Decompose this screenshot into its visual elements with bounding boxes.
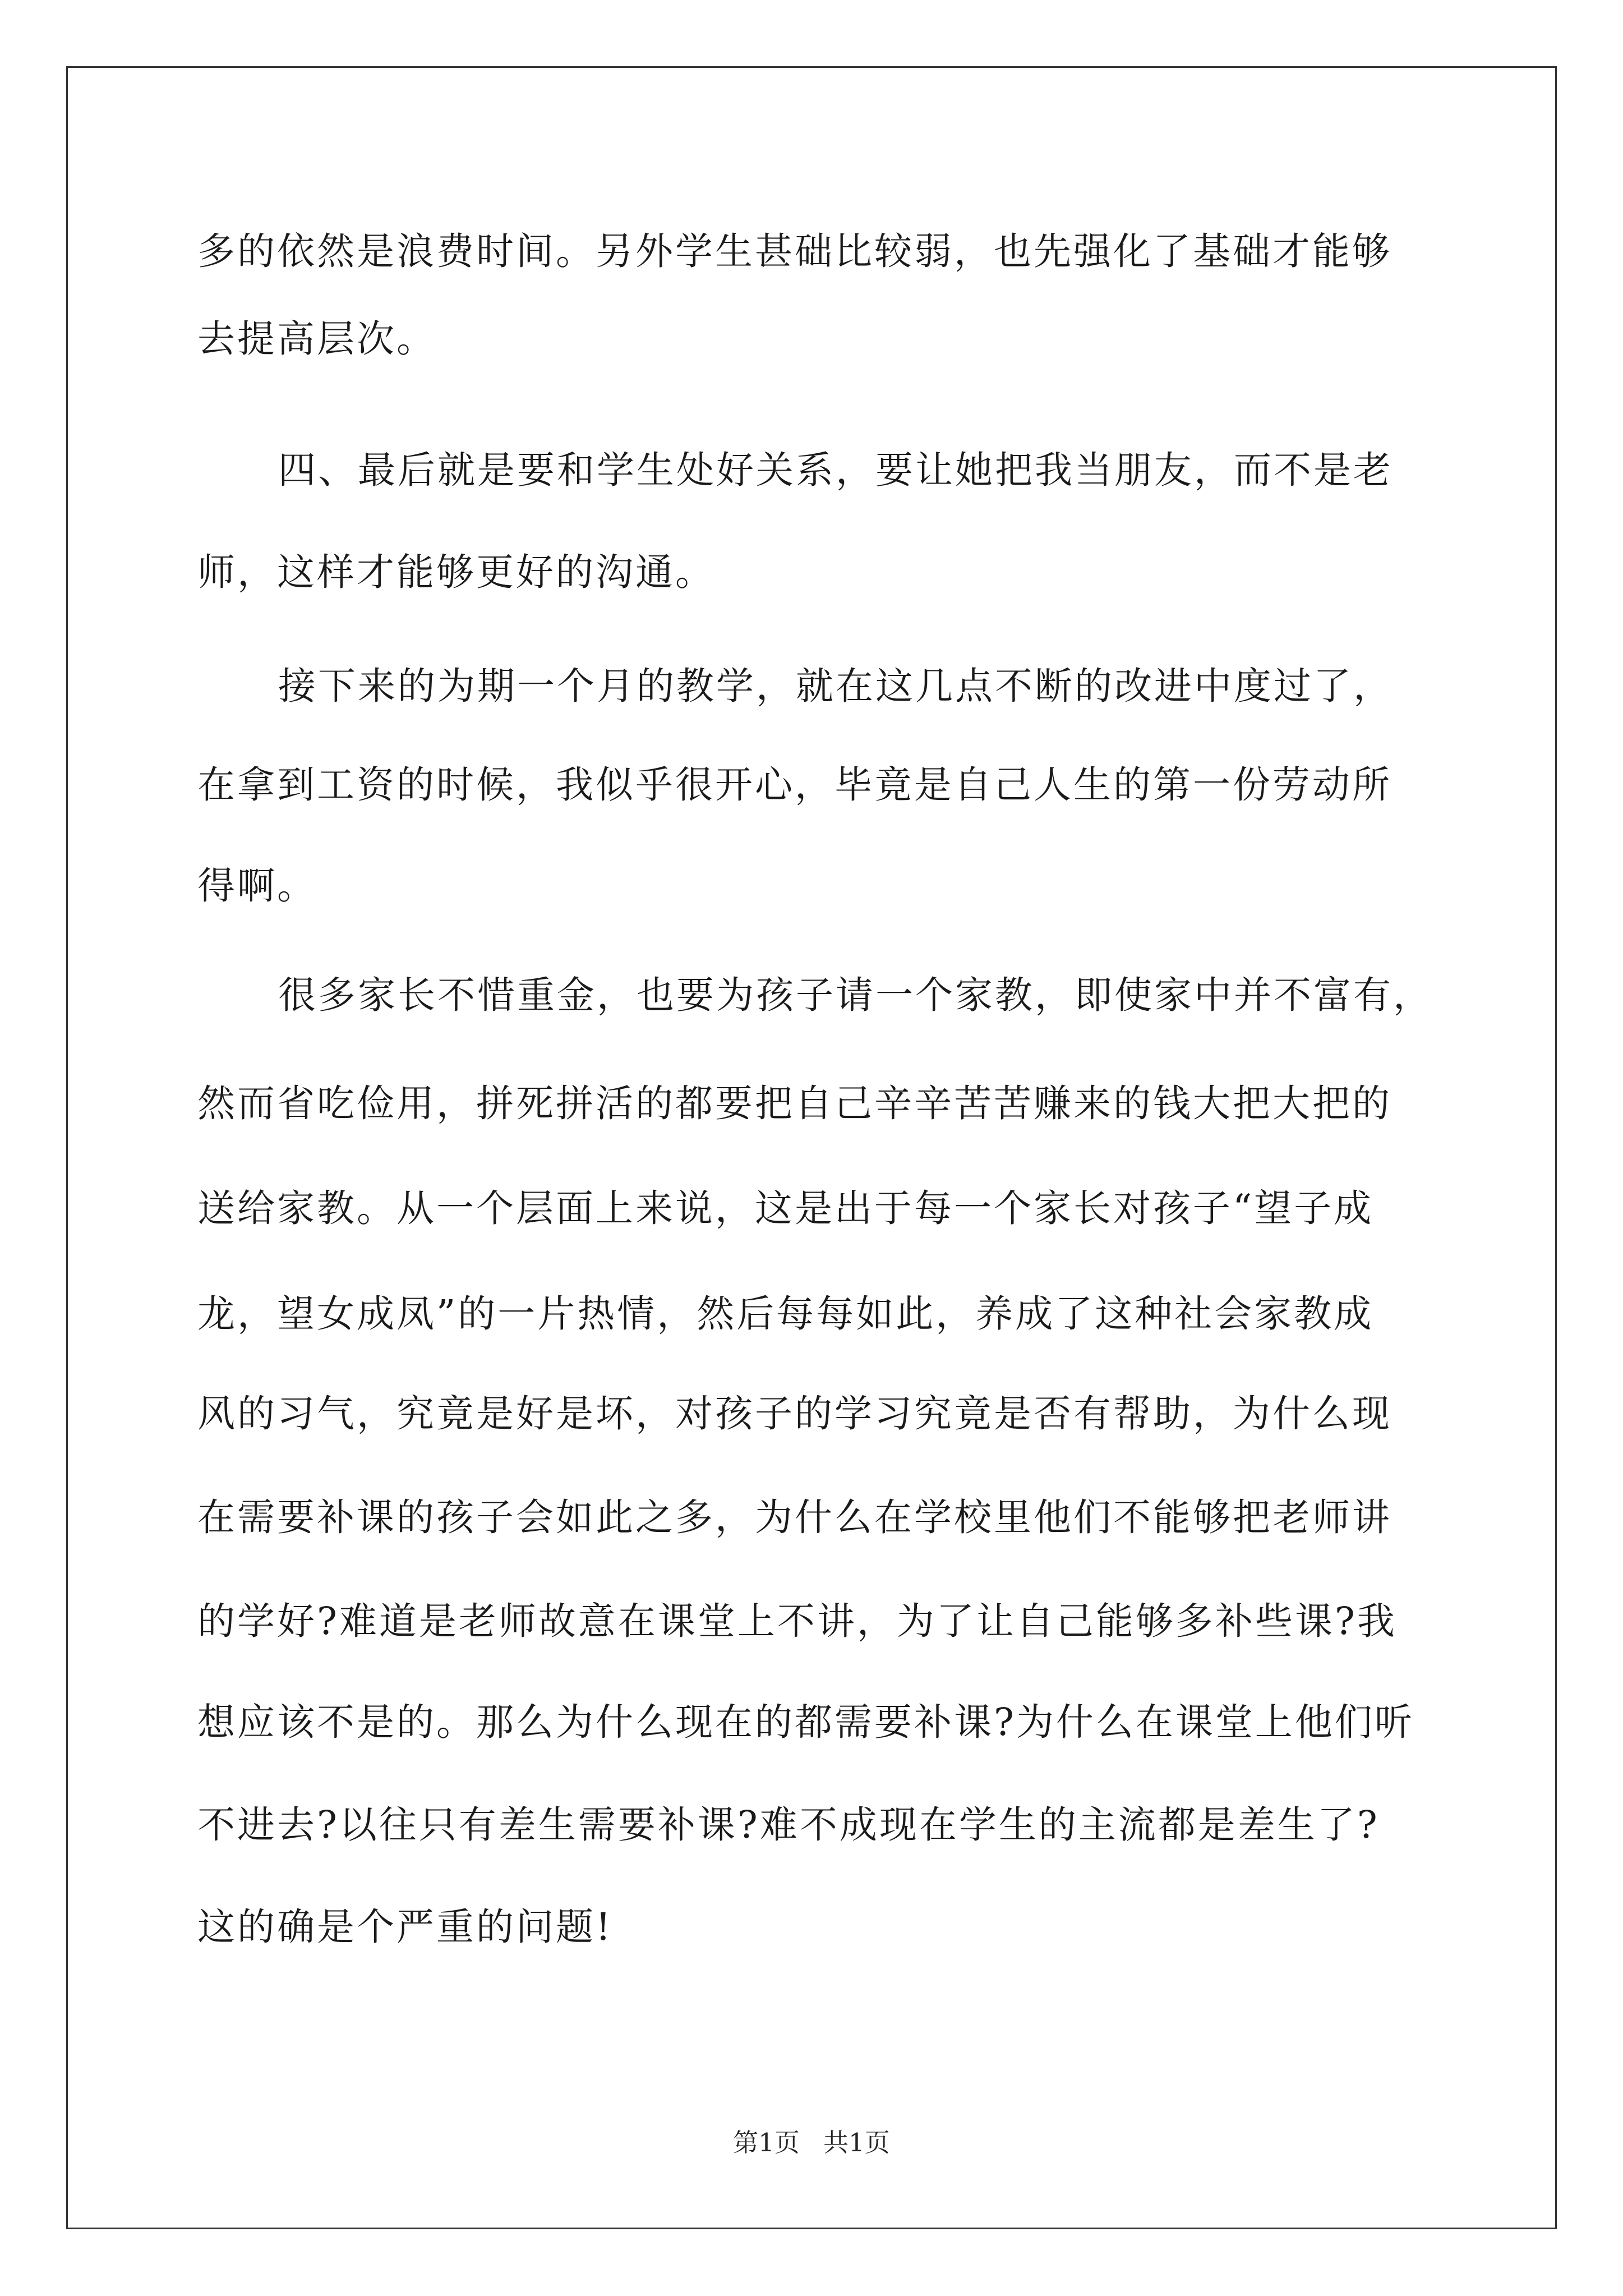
text-line: 这的确是个严重的问题! — [197, 1905, 613, 1949]
text-line: 在需要补课的孩子会如此之多，为什么在学校里他们不能够把老师讲 — [197, 1496, 1392, 1539]
text-line: 的学好?难道是老师故意在课堂上不讲，为了让自己能够多补些课?我 — [197, 1599, 1397, 1643]
paragraph-start-line: 四、最后就是要和学生处好关系，要让她把我当朋友，而不是老 — [278, 448, 1393, 492]
paragraph-start-line: 接下来的为期一个月的教学，就在这几点不断的改进中度过了， — [278, 664, 1393, 708]
paragraph-start-line: 很多家长不惜重金，也要为孩子请一个家教，即使家中并不富有， — [278, 973, 1433, 1017]
text-line: 去提高层次。 — [197, 317, 436, 361]
page-number-current: 第1页 — [733, 2128, 800, 2157]
page-number-total: 共1页 — [823, 2128, 890, 2157]
text-line: 龙，望女成凤”的一片热情，然后每每如此，养成了这种社会家教成 — [197, 1292, 1374, 1336]
text-line: 想应该不是的。那么为什么现在的都需要补课?为什么在课堂上他们听 — [197, 1700, 1414, 1744]
text-line: 师，这样才能够更好的沟通。 — [197, 550, 715, 594]
text-line: 然而省吃俭用，拼死拼活的都要把自己辛辛苦苦赚来的钱大把大把的 — [197, 1082, 1392, 1125]
text-line: 送给家教。从一个层面上来说，这是出于每一个家长对孩子“望子成 — [197, 1186, 1374, 1230]
text-line: 在拿到工资的时候，我似乎很开心，毕竟是自己人生的第一份劳动所 — [197, 763, 1392, 807]
text-line: 多的依然是浪费时间。另外学生甚础比较弱，也先强化了基础才能够 — [197, 229, 1392, 273]
text-line: 得啊。 — [197, 864, 317, 908]
text-line: 风的习气，究竟是好是坏，对孩子的学习究竟是否有帮助，为什么现 — [197, 1392, 1392, 1435]
page-footer — [0, 2126, 1623, 2160]
text-line: 不进去?以往只有差生需要补课?难不成现在学生的主流都是差生了? — [197, 1803, 1380, 1847]
